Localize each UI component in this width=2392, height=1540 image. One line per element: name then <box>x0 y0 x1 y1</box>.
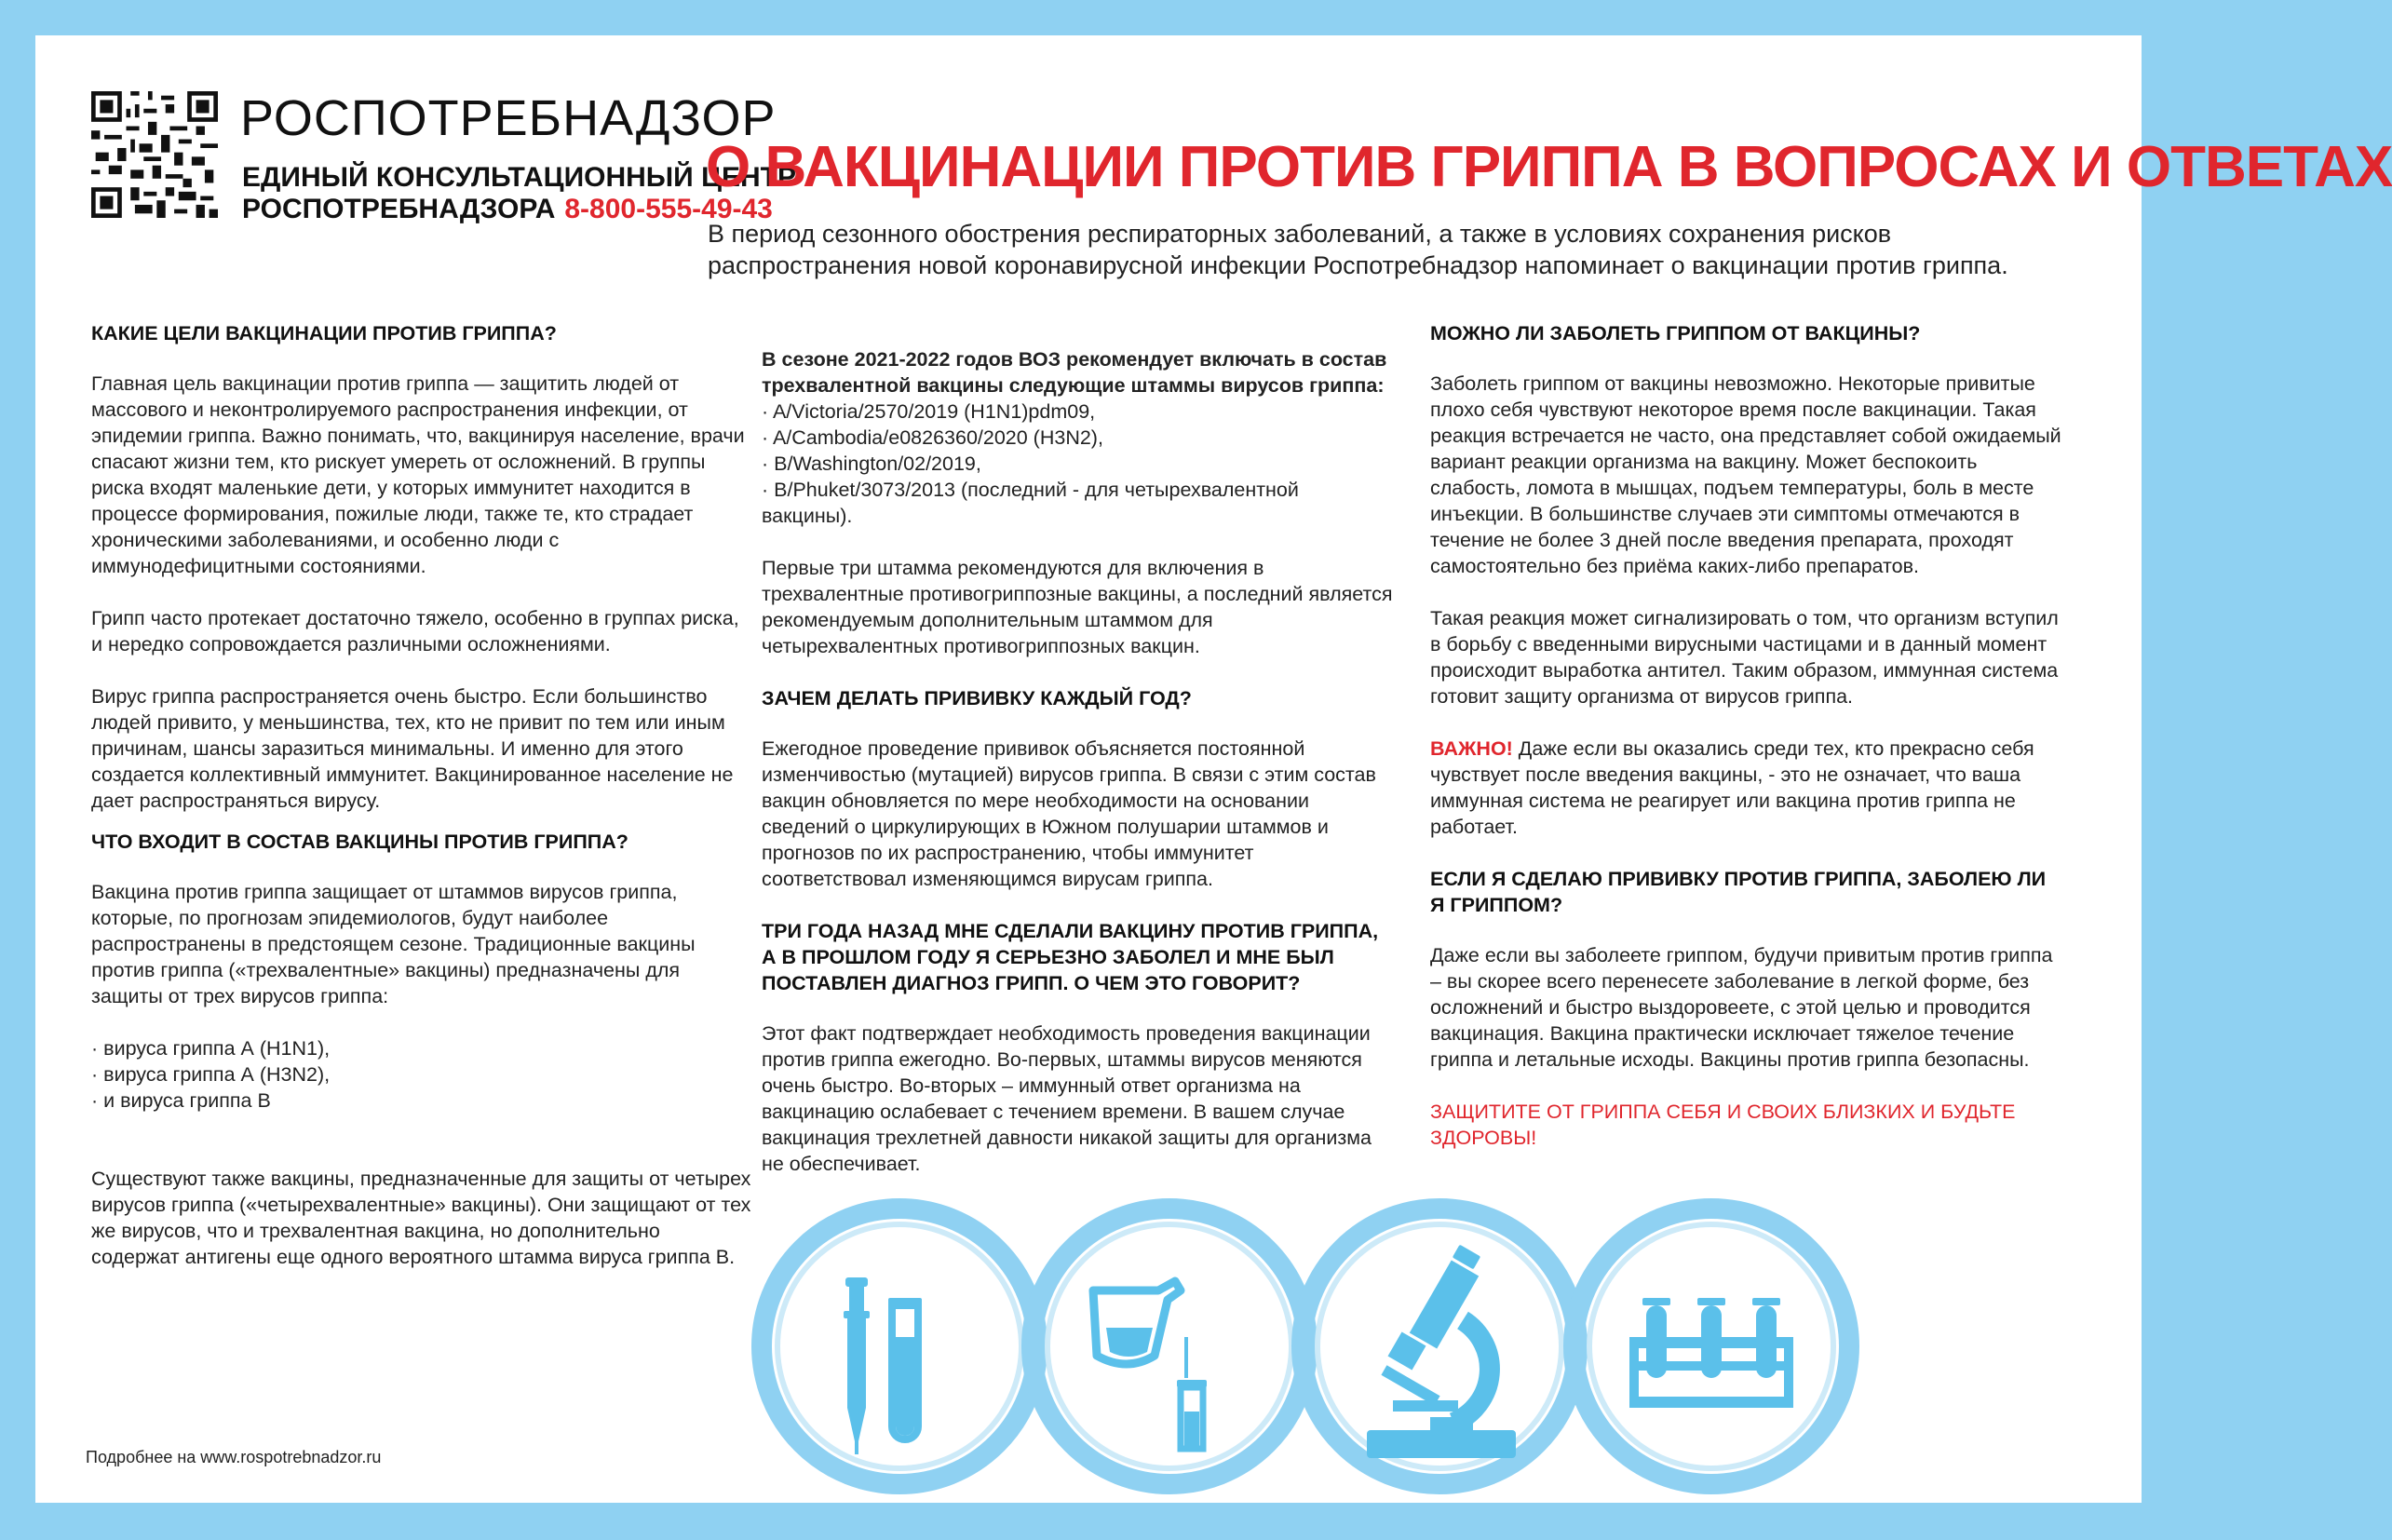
poster <box>35 35 2392 1503</box>
answer-paragraph: Существуют также вакцины, предназначенные для защиты от четырех вирусов гриппа («четырехвалентные» вакцины). Они защищают от тех же вирусов, что и трехвалентная вакцина, но дополнительно содержат антигены еще одного вероятного штамма вируса гриппа В. <box>91 1168 751 1268</box>
column-middle <box>762 346 1395 1203</box>
important-text: Даже если вы оказались среди тех, кто прекрасно себя чувствует после введения вакцины, - это не означает, что ваша иммунная система не реагирует или вакцина против гриппа не работает. <box>1430 737 2034 838</box>
column-left <box>91 320 752 1296</box>
strain-list <box>762 399 1395 529</box>
list-item: · B/Washington/02/2019, <box>762 451 1395 477</box>
consultation-center-org: РОСПОТРЕБНАДЗОРА <box>242 194 556 224</box>
organization-name: РОСПОТРЕБНАДЗОР <box>240 90 777 146</box>
question-heading: ЧТО ВХОДИТ В СОСТАВ ВАКЦИНЫ ПРОТИВ ГРИППА? <box>91 831 628 853</box>
list-item: · вируса гриппа А (H3N2), <box>91 1061 752 1087</box>
test-tube-rack-icon <box>1562 1197 1860 1495</box>
answer-paragraph: Такая реакция может сигнализировать о том, что организм вступил в борьбу с введенными вирусными частицами и в данный момент происходит выработка антител. Таким образом, иммунная система готовит защиту организма от вирусов гриппа. <box>1430 607 2059 708</box>
question-heading: ЕСЛИ Я СДЕЛАЮ ПРИВИВКУ ПРОТИВ ГРИППА, ЗАБОЛЕЮ ЛИ Я ГРИППОМ? <box>1430 868 2047 916</box>
answer-paragraph: Вирус гриппа распространяется очень быстро. Если большинство людей привито, у меньшинства, тех, кто не привит по тем или иным причинам, шансы заразиться минимальны. И именно для этого создается коллективный иммунитет. Вакцинированное население не дает распространяться вирусу. <box>91 685 734 812</box>
question-heading: КАКИЕ ЦЕЛИ ВАКЦИНАЦИИ ПРОТИВ ГРИППА? <box>91 322 557 344</box>
closing-slogan: ЗАЩИТИТЕ ОТ ГРИППА СЕБЯ И СВОИХ БЛИЗКИХ И БУДЬТЕ ЗДОРОВЫ! <box>1430 1101 2016 1149</box>
page-title: О ВАКЦИНАЦИИ ПРОТИВ ГРИППА В ВОПРОСАХ И ОТВЕТАХ <box>706 135 2392 199</box>
answer-paragraph: Этот факт подтверждает необходимость проведения вакцинации против гриппа ежегодно. Во-первых, штаммы вирусов меняются очень быстро. Во-вторых – иммунный ответ организма на вакцинацию ослабевает с течением времени. В вашем случае вакцинация трехлетней давности никакой защиты для организма не обеспечивает. <box>762 1022 1372 1175</box>
answer-paragraph: Ежегодное проведение прививок объясняется постоянной изменчивостью (мутацией) вирусов гриппа. В связи с этим состав вакцин обновляется по мере необходимости на основании сведений о циркулирующих в Южном полушарии штаммов и прогнозов по их распространению, чтобы иммунитет соответствовал изменяющимся вирусам гриппа. <box>762 737 1376 890</box>
consultation-center-line2 <box>242 194 773 225</box>
list-item: · B/Phuket/3073/2013 (последний - для четырехвалентной вакцины). <box>762 477 1395 529</box>
answer-paragraph: Заболеть гриппом от вакцины невозможно. Некоторые привитые плохо себя чувствуют некоторое время после вакцинации. Такая реакция встречается не часто, она представляет собой ожидаемый вариант реакции организма на вакцину. Может беспокоить слабость, ломота в мышцах, подъем температуры, боль в месте инъекции. В большинстве случаев эти симптомы отмечаются в течение не более 3 дней после введения препарата, проходят самостоятельно без приёма каких-либо препаратов. <box>1430 372 2061 577</box>
question-heading: ЗАЧЕМ ДЕЛАТЬ ПРИВИВКУ КАЖДЫЙ ГОД? <box>762 687 1192 709</box>
strains-lead: В сезоне 2021-2022 годов ВОЗ рекомендует включать в состав трехвалентной вакцины следующие штаммы вирусов гриппа: <box>762 348 1387 397</box>
flask-pouring-icon <box>1020 1197 1318 1495</box>
consultation-center-line1: ЕДИНЫЙ КОНСУЛЬТАЦИОННЫЙ ЦЕНТР <box>242 162 796 193</box>
qr-code-icon <box>91 91 218 218</box>
list-item: · и вируса гриппа В <box>91 1087 752 1114</box>
important-label: ВАЖНО! <box>1430 737 1513 760</box>
virus-list <box>91 1035 752 1114</box>
list-item: · A/Cambodia/e0826360/2020 (H3N2), <box>762 425 1395 451</box>
footer-website-link[interactable]: Подробнее на www.rospotrebnadzor.ru <box>86 1448 382 1466</box>
list-item: · вируса гриппа А (H1N1), <box>91 1035 752 1061</box>
list-item: · A/Victoria/2570/2019 (H1N1)pdm09, <box>762 399 1395 425</box>
microscope-icon <box>1291 1197 1588 1495</box>
dropper-and-test-tube-icon <box>750 1197 1048 1495</box>
answer-paragraph: Даже если вы заболеете гриппом, будучи привитым против гриппа – вы скорее всего перенесете заболевание в легкой форме, без осложнений и быстро выздоровеете, с этой целью и проводится вакцинация. Вакцина практически исключает тяжелое течение гриппа и летальные исходы. Вакцины против гриппа безопасны. <box>1430 944 2053 1071</box>
answer-paragraph: Главная цель вакцинации против гриппа — защитить людей от массового и неконтролируемого распространения инфекции, от эпидемии гриппа. Важно понимать, что, вакцинируя население, врачи спасают жизни тем, кто рискует умереть от осложнений. В группы риска входят маленькие дети, у которых иммунитет находится в процессе формирования, пожилые люди, также те, кто страдает хроническими заболеваниями, и особенно люди с иммунодефицитными состояниями. <box>91 372 745 577</box>
important-paragraph <box>1430 736 2063 840</box>
question-heading: МОЖНО ЛИ ЗАБОЛЕТЬ ГРИППОМ ОТ ВАКЦИНЫ? <box>1430 322 1921 344</box>
answer-paragraph: Грипп часто протекает достаточно тяжело, особенно в группах риска, и нередко сопровождается различными осложнениями. <box>91 607 739 655</box>
column-right <box>1430 320 2063 1177</box>
answer-paragraph: Первые три штамма рекомендуются для включения в трехвалентные противогриппозные вакцины, а последний является рекомендуемым дополнительным штаммом для четырехвалентных противогриппозных вакцин. <box>762 557 1393 657</box>
answer-paragraph: Вакцина против гриппа защищает от штаммов вирусов гриппа, которые, по прогнозам эпидемиологов, будут наиболее распространены в предстоящем сезоне. Традиционные вакцины против гриппа («трехвалентные» вакцины) предназначены для защиты от трех вирусов гриппа: <box>91 881 696 1007</box>
intro-paragraph: В период сезонного обострения респираторных заболеваний, а также в условиях сохранения рисков распространения новой коронавирусной инфекции Роспотребнадзор напоминает о вакцинации против гриппа. <box>708 220 2008 279</box>
question-heading: ТРИ ГОДА НАЗАД МНЕ СДЕЛАЛИ ВАКЦИНУ ПРОТИВ ГРИППА, А В ПРОШЛОМ ГОДУ Я СЕРЬЕЗНО ЗАБОЛЕЛ И МНЕ БЫЛ ПОСТАВЛЕН ДИАГНОЗ ГРИПП. О ЧЕМ ЭТО ГОВОРИТ? <box>762 920 1379 994</box>
hotline-phone: 8-800-555-49-43 <box>564 194 773 224</box>
